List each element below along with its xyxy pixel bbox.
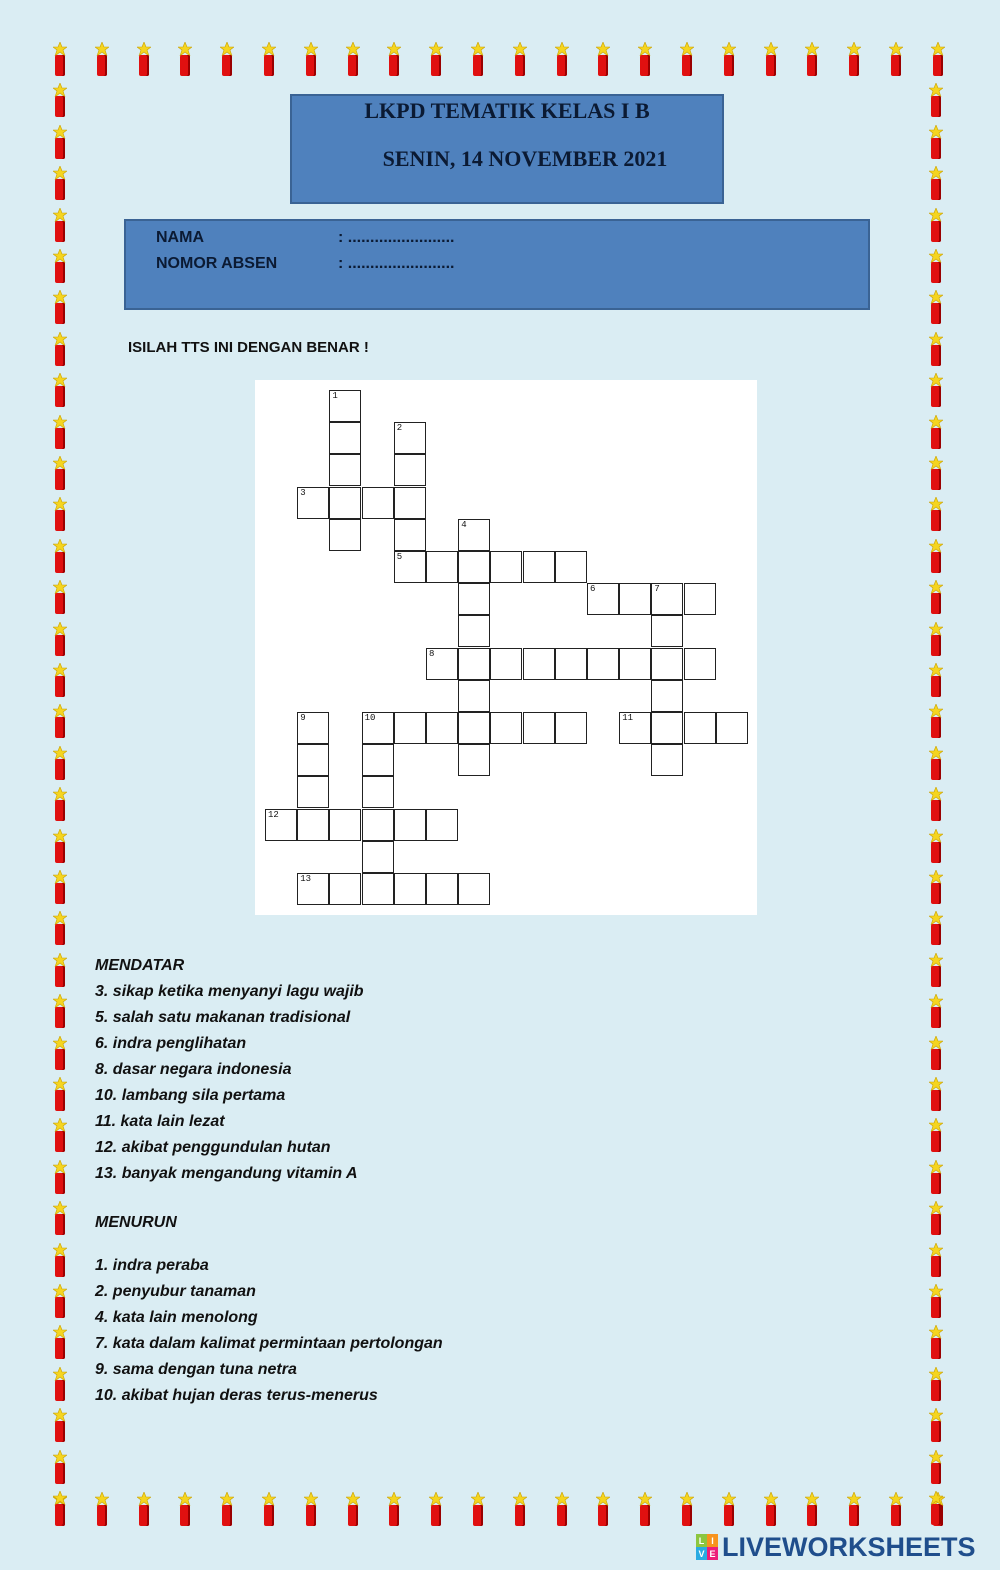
candle-icon	[926, 1367, 946, 1401]
title-box	[290, 94, 724, 204]
crossword-cell[interactable]	[651, 712, 683, 744]
crossword-cell[interactable]	[394, 487, 426, 519]
across-heading: MENDATAR	[95, 957, 185, 974]
candle-icon	[552, 1492, 572, 1526]
name-value: : ........................	[338, 229, 455, 246]
clue-number: 3	[300, 487, 306, 498]
down-clue: 2. penyubur tanaman	[95, 1283, 256, 1300]
candle-icon	[50, 746, 70, 780]
across-clue: 11. kata lain lezat	[95, 1113, 225, 1130]
crossword-cell-input[interactable]	[363, 713, 393, 743]
candle-icon	[926, 746, 946, 780]
crossword-cell-input[interactable]	[395, 520, 425, 550]
candle-icon	[719, 1492, 739, 1526]
candle-icon	[926, 415, 946, 449]
crossword-cell-input[interactable]	[298, 745, 328, 775]
crossword-cell-input[interactable]	[652, 713, 682, 743]
crossword-cell-input[interactable]	[395, 713, 425, 743]
candle-icon	[426, 1492, 446, 1526]
candle-icon	[926, 580, 946, 614]
candle-icon	[926, 1408, 946, 1442]
candle-icon	[926, 83, 946, 117]
crossword-cell[interactable]	[458, 712, 490, 744]
candle-icon	[50, 539, 70, 573]
down-clue: 4. kata lain menolong	[95, 1309, 258, 1326]
candle-icon	[635, 42, 655, 76]
candle-icon	[134, 42, 154, 76]
instruction: ISILAH TTS INI DENGAN BENAR !	[128, 339, 369, 356]
candle-icon	[677, 1492, 697, 1526]
crossword-cell-input[interactable]	[363, 874, 393, 904]
candle-icon	[217, 1492, 237, 1526]
candle-icon	[426, 42, 446, 76]
crossword-cell-input[interactable]	[620, 584, 650, 614]
candle-icon	[926, 125, 946, 159]
crossword-cell[interactable]	[684, 583, 716, 615]
crossword-cell-input[interactable]	[491, 649, 521, 679]
crossword-cell[interactable]	[458, 744, 490, 776]
crossword-cell-input[interactable]	[588, 649, 618, 679]
crossword-cell[interactable]	[555, 648, 587, 680]
crossword-cell-input[interactable]	[330, 520, 360, 550]
candle-icon	[844, 1492, 864, 1526]
logo-mark-letter: E	[707, 1547, 718, 1560]
crossword-cell[interactable]	[523, 551, 555, 583]
crossword-cell-input[interactable]	[330, 488, 360, 518]
candle-icon	[259, 1492, 279, 1526]
clue-number: 4	[461, 519, 467, 530]
across-clue: 5. salah satu makanan tradisional	[95, 1009, 351, 1026]
candle-icon	[50, 1036, 70, 1070]
across-clue: 12. akibat penggundulan hutan	[95, 1139, 331, 1156]
candle-icon	[50, 953, 70, 987]
crossword-cell-input[interactable]	[524, 649, 554, 679]
crossword-cell-input[interactable]	[652, 681, 682, 711]
candle-icon	[50, 415, 70, 449]
crossword-cell[interactable]	[394, 422, 426, 454]
down-clue: 7. kata dalam kalimat permintaan pertolongan	[95, 1335, 443, 1352]
candle-icon	[926, 166, 946, 200]
candle-icon	[926, 1077, 946, 1111]
crossword-cell[interactable]	[651, 680, 683, 712]
crossword-cell-input[interactable]	[556, 552, 586, 582]
candle-icon	[50, 704, 70, 738]
name-label: NAMA	[156, 229, 204, 246]
crossword-cell[interactable]	[362, 744, 394, 776]
candle-icon	[468, 42, 488, 76]
crossword-cell-input[interactable]	[524, 713, 554, 743]
candle-icon	[926, 953, 946, 987]
crossword-cell[interactable]	[587, 648, 619, 680]
identity-box	[124, 219, 870, 310]
crossword-cell-input[interactable]	[330, 391, 360, 421]
crossword-cell[interactable]	[426, 648, 458, 680]
clue-number: 7	[654, 584, 660, 595]
candle-icon	[719, 42, 739, 76]
crossword-cell[interactable]	[490, 712, 522, 744]
candle-icon	[50, 42, 70, 76]
crossword-cell-input[interactable]	[363, 842, 393, 872]
crossword-cell[interactable]	[297, 712, 329, 744]
crossword-cell-input[interactable]	[330, 874, 360, 904]
down-heading: MENURUN	[95, 1214, 177, 1231]
candle-icon	[50, 787, 70, 821]
across-clue: 10. lambang sila pertama	[95, 1087, 286, 1104]
crossword-cell[interactable]	[426, 551, 458, 583]
candle-icon	[926, 663, 946, 697]
candle-icon	[217, 42, 237, 76]
crossword-cell[interactable]	[426, 809, 458, 841]
crossword-cell[interactable]	[651, 615, 683, 647]
logo-mark-letter: I	[707, 1534, 718, 1547]
crossword-cell[interactable]	[555, 712, 587, 744]
logo-mark-letter: V	[696, 1547, 707, 1560]
crossword-cell-input[interactable]	[459, 745, 489, 775]
candle-icon	[635, 1492, 655, 1526]
candle-icon	[50, 497, 70, 531]
candle-icon	[50, 1450, 70, 1484]
crossword-cell-input[interactable]	[588, 584, 618, 614]
crossword-cell[interactable]	[490, 551, 522, 583]
crossword-cell[interactable]	[394, 873, 426, 905]
crossword-cell-input[interactable]	[685, 584, 715, 614]
crossword-cell-input[interactable]	[652, 616, 682, 646]
candle-icon	[926, 1325, 946, 1359]
crossword-cell-input[interactable]	[363, 810, 393, 840]
clue-number: 6	[590, 584, 596, 595]
candle-icon	[50, 83, 70, 117]
candle-icon	[926, 497, 946, 531]
candle-icon	[50, 373, 70, 407]
crossword-cell[interactable]	[619, 712, 651, 744]
candle-icon	[259, 42, 279, 76]
crossword-cell[interactable]	[458, 648, 490, 680]
crossword-cell[interactable]	[651, 583, 683, 615]
logo-text: LIVEWORKSHEETS	[722, 1531, 976, 1562]
candle-icon	[134, 1492, 154, 1526]
crossword-cell-input[interactable]	[395, 552, 425, 582]
candle-icon	[926, 1450, 946, 1484]
crossword-cell-input[interactable]	[459, 681, 489, 711]
crossword-cell-input[interactable]	[395, 423, 425, 453]
worksheet-date: SENIN, 14 NOVEMBER 2021	[382, 146, 668, 171]
candle-icon	[301, 1492, 321, 1526]
candle-icon	[761, 42, 781, 76]
candle-icon	[92, 42, 112, 76]
crossword-cell[interactable]	[297, 873, 329, 905]
crossword-cell-input[interactable]	[459, 713, 489, 743]
crossword-cell[interactable]	[394, 712, 426, 744]
candle-icon	[802, 42, 822, 76]
crossword-cell[interactable]	[458, 680, 490, 712]
candle-icon	[384, 42, 404, 76]
across-clue: 8. dasar negara indonesia	[95, 1061, 292, 1078]
crossword-cell-input[interactable]	[459, 649, 489, 679]
candle-icon	[926, 1036, 946, 1070]
candle-icon	[926, 994, 946, 1028]
candle-icon	[50, 1201, 70, 1235]
crossword-cell[interactable]	[394, 551, 426, 583]
candle-icon	[926, 704, 946, 738]
crossword-cell-input[interactable]	[427, 649, 457, 679]
crossword-cell[interactable]	[458, 615, 490, 647]
clue-number: 11	[622, 713, 633, 723]
crossword-cell[interactable]	[684, 648, 716, 680]
crossword-cell[interactable]	[362, 776, 394, 808]
candle-icon	[926, 456, 946, 490]
crossword-cell[interactable]	[297, 776, 329, 808]
clue-number: 9	[300, 713, 306, 723]
crossword-cell[interactable]	[329, 487, 361, 519]
crossword-cell[interactable]	[523, 648, 555, 680]
candle-icon	[50, 1325, 70, 1359]
crossword-cell-input[interactable]	[427, 810, 457, 840]
candle-icon	[50, 994, 70, 1028]
crossword-cell[interactable]	[619, 648, 651, 680]
crossword-cell[interactable]	[329, 454, 361, 486]
clue-number: 12	[268, 809, 279, 820]
crossword-cell[interactable]	[619, 583, 651, 615]
candle-icon	[510, 42, 530, 76]
candle-icon	[50, 870, 70, 904]
crossword-cell[interactable]	[362, 841, 394, 873]
crossword-cell[interactable]	[458, 519, 490, 551]
candle-icon	[926, 787, 946, 821]
crossword-cell-input[interactable]	[491, 713, 521, 743]
candle-icon	[50, 829, 70, 863]
candle-icon	[677, 42, 697, 76]
crossword-cell-input[interactable]	[427, 552, 457, 582]
crossword-cell[interactable]	[587, 583, 619, 615]
crossword-cell-input[interactable]	[298, 810, 328, 840]
liveworksheets-logo	[696, 1530, 976, 1564]
crossword-cell[interactable]	[394, 519, 426, 551]
down-clue: 9. sama dengan tuna netra	[95, 1361, 297, 1378]
crossword-cell[interactable]	[458, 551, 490, 583]
clue-number: 8	[429, 648, 435, 659]
crossword-cell-input[interactable]	[459, 874, 489, 904]
candle-icon	[552, 42, 572, 76]
candle-icon	[50, 663, 70, 697]
candle-icon	[50, 1118, 70, 1152]
crossword-cell-input[interactable]	[266, 810, 296, 840]
candle-icon	[926, 373, 946, 407]
candle-icon	[50, 249, 70, 283]
across-clue: 13. banyak mengandung vitamin A	[95, 1165, 358, 1182]
crossword-grid	[255, 380, 757, 915]
crossword-cell-input[interactable]	[330, 423, 360, 453]
clue-number: 10	[364, 713, 376, 723]
crossword-cell[interactable]	[362, 487, 394, 519]
crossword-cell-input[interactable]	[395, 488, 425, 518]
candle-icon	[926, 290, 946, 324]
candle-icon	[50, 456, 70, 490]
crossword-cell[interactable]	[426, 873, 458, 905]
crossword-cell[interactable]	[458, 873, 490, 905]
candle-icon	[175, 42, 195, 76]
candle-icon	[384, 1492, 404, 1526]
crossword-cell-input[interactable]	[524, 552, 554, 582]
candle-icon	[50, 1284, 70, 1318]
candle-icon	[50, 911, 70, 945]
crossword-cell[interactable]	[555, 551, 587, 583]
absen-label: NOMOR ABSEN	[156, 255, 278, 272]
candle-icon	[761, 1492, 781, 1526]
crossword-cell-input[interactable]	[491, 552, 521, 582]
crossword-cell-input[interactable]	[459, 520, 489, 550]
crossword-cell-input[interactable]	[330, 810, 360, 840]
crossword-cell[interactable]	[329, 519, 361, 551]
crossword-cell-input[interactable]	[395, 874, 425, 904]
crossword-cell[interactable]	[523, 712, 555, 744]
crossword-cell-input[interactable]	[459, 584, 489, 614]
candle-icon	[50, 290, 70, 324]
crossword-cell[interactable]	[362, 809, 394, 841]
candle-icon	[926, 829, 946, 863]
candle-icon	[593, 1492, 613, 1526]
crossword-cell[interactable]	[329, 422, 361, 454]
worksheet-title: LKPD TEMATIK KELAS I B	[364, 98, 650, 123]
crossword-cell-input[interactable]	[685, 649, 715, 679]
crossword-cell-input[interactable]	[395, 455, 425, 485]
clue-number: 2	[396, 423, 403, 434]
crossword-cell-input[interactable]	[363, 488, 393, 518]
candle-icon	[50, 332, 70, 366]
crossword-cell-input[interactable]	[652, 584, 682, 614]
candle-icon	[926, 1243, 946, 1277]
candle-icon	[593, 42, 613, 76]
crossword-cell-input[interactable]	[652, 745, 682, 775]
candle-icon	[928, 42, 948, 76]
across-clue: 6. indra penglihatan	[95, 1035, 247, 1052]
crossword-cell-input[interactable]	[459, 552, 489, 582]
crossword-cell[interactable]	[362, 712, 394, 744]
candle-icon	[926, 870, 946, 904]
candle-icon	[886, 42, 906, 76]
candle-icon	[50, 208, 70, 242]
candle-icon	[50, 1491, 70, 1525]
crossword-cell-input[interactable]	[620, 649, 650, 679]
crossword-cell[interactable]	[329, 809, 361, 841]
candle-icon	[50, 166, 70, 200]
candle-icon	[50, 1367, 70, 1401]
clue-number: 1	[332, 391, 338, 401]
candle-icon	[926, 911, 946, 945]
candle-icon	[92, 1492, 112, 1526]
absen-value: : ........................	[338, 255, 455, 272]
crossword-cell-input[interactable]	[652, 649, 682, 679]
crossword-cell-input[interactable]	[298, 488, 328, 518]
crossword-cell-input[interactable]	[556, 713, 586, 743]
crossword-cell[interactable]	[329, 390, 361, 422]
crossword-cell[interactable]	[362, 873, 394, 905]
crossword-cell[interactable]	[297, 744, 329, 776]
candle-icon	[802, 1492, 822, 1526]
candle-icon	[175, 1492, 195, 1526]
crossword-cell[interactable]	[458, 583, 490, 615]
crossword-cell-input[interactable]	[298, 777, 328, 807]
crossword-cell[interactable]	[329, 873, 361, 905]
crossword-cell-input[interactable]	[620, 713, 650, 743]
candle-icon	[50, 1243, 70, 1277]
crossword-cell-input[interactable]	[298, 874, 328, 904]
crossword-cell[interactable]	[426, 712, 458, 744]
candle-icon	[886, 1492, 906, 1526]
candle-icon	[926, 1118, 946, 1152]
candle-icon	[926, 249, 946, 283]
candle-icon	[926, 622, 946, 656]
crossword-cell[interactable]	[265, 809, 297, 841]
crossword-cell[interactable]	[651, 648, 683, 680]
candle-icon	[50, 1408, 70, 1442]
candle-icon	[926, 1284, 946, 1318]
across-clue: 3. sikap ketika menyanyi lagu wajib	[95, 983, 364, 1000]
candle-icon	[343, 1492, 363, 1526]
crossword-cell-input[interactable]	[685, 713, 715, 743]
candle-icon	[926, 332, 946, 366]
candle-icon	[926, 1201, 946, 1235]
crossword-cell-input[interactable]	[427, 874, 457, 904]
candle-icon	[844, 42, 864, 76]
candle-icon	[50, 580, 70, 614]
candle-icon	[301, 42, 321, 76]
crossword-cell[interactable]	[490, 648, 522, 680]
candle-icon	[468, 1492, 488, 1526]
crossword-cell-input[interactable]	[717, 713, 747, 743]
candle-icon	[926, 208, 946, 242]
candle-icon	[343, 42, 363, 76]
crossword-cell-input[interactable]	[363, 777, 393, 807]
candle-icon	[50, 622, 70, 656]
down-clue: 10. akibat hujan deras terus-menerus	[95, 1387, 378, 1404]
down-clue: 1. indra peraba	[95, 1257, 209, 1274]
crossword-cell[interactable]	[716, 712, 748, 744]
clue-number: 5	[396, 552, 403, 562]
candle-icon	[50, 1077, 70, 1111]
clue-number: 13	[300, 874, 311, 884]
crossword-cell[interactable]	[684, 712, 716, 744]
logo-mark-letter: L	[696, 1534, 707, 1547]
crossword-cell[interactable]	[651, 744, 683, 776]
crossword-cell-input[interactable]	[427, 713, 457, 743]
crossword-cell-input[interactable]	[556, 649, 586, 679]
crossword-cell[interactable]	[394, 454, 426, 486]
crossword-cell-input[interactable]	[363, 745, 393, 775]
candle-icon	[926, 1160, 946, 1194]
crossword-cell-input[interactable]	[395, 810, 425, 840]
crossword-cell[interactable]	[297, 487, 329, 519]
crossword-cell-input[interactable]	[459, 616, 489, 646]
candle-icon	[926, 539, 946, 573]
logo-mark-icon	[696, 1534, 718, 1560]
candle-icon	[926, 1491, 946, 1525]
candle-icon	[50, 1160, 70, 1194]
candle-icon	[510, 1492, 530, 1526]
crossword-cell-input[interactable]	[298, 713, 328, 743]
crossword-cell[interactable]	[394, 809, 426, 841]
crossword-cell[interactable]	[297, 809, 329, 841]
crossword-cell-input[interactable]	[330, 455, 360, 485]
candle-icon	[50, 125, 70, 159]
